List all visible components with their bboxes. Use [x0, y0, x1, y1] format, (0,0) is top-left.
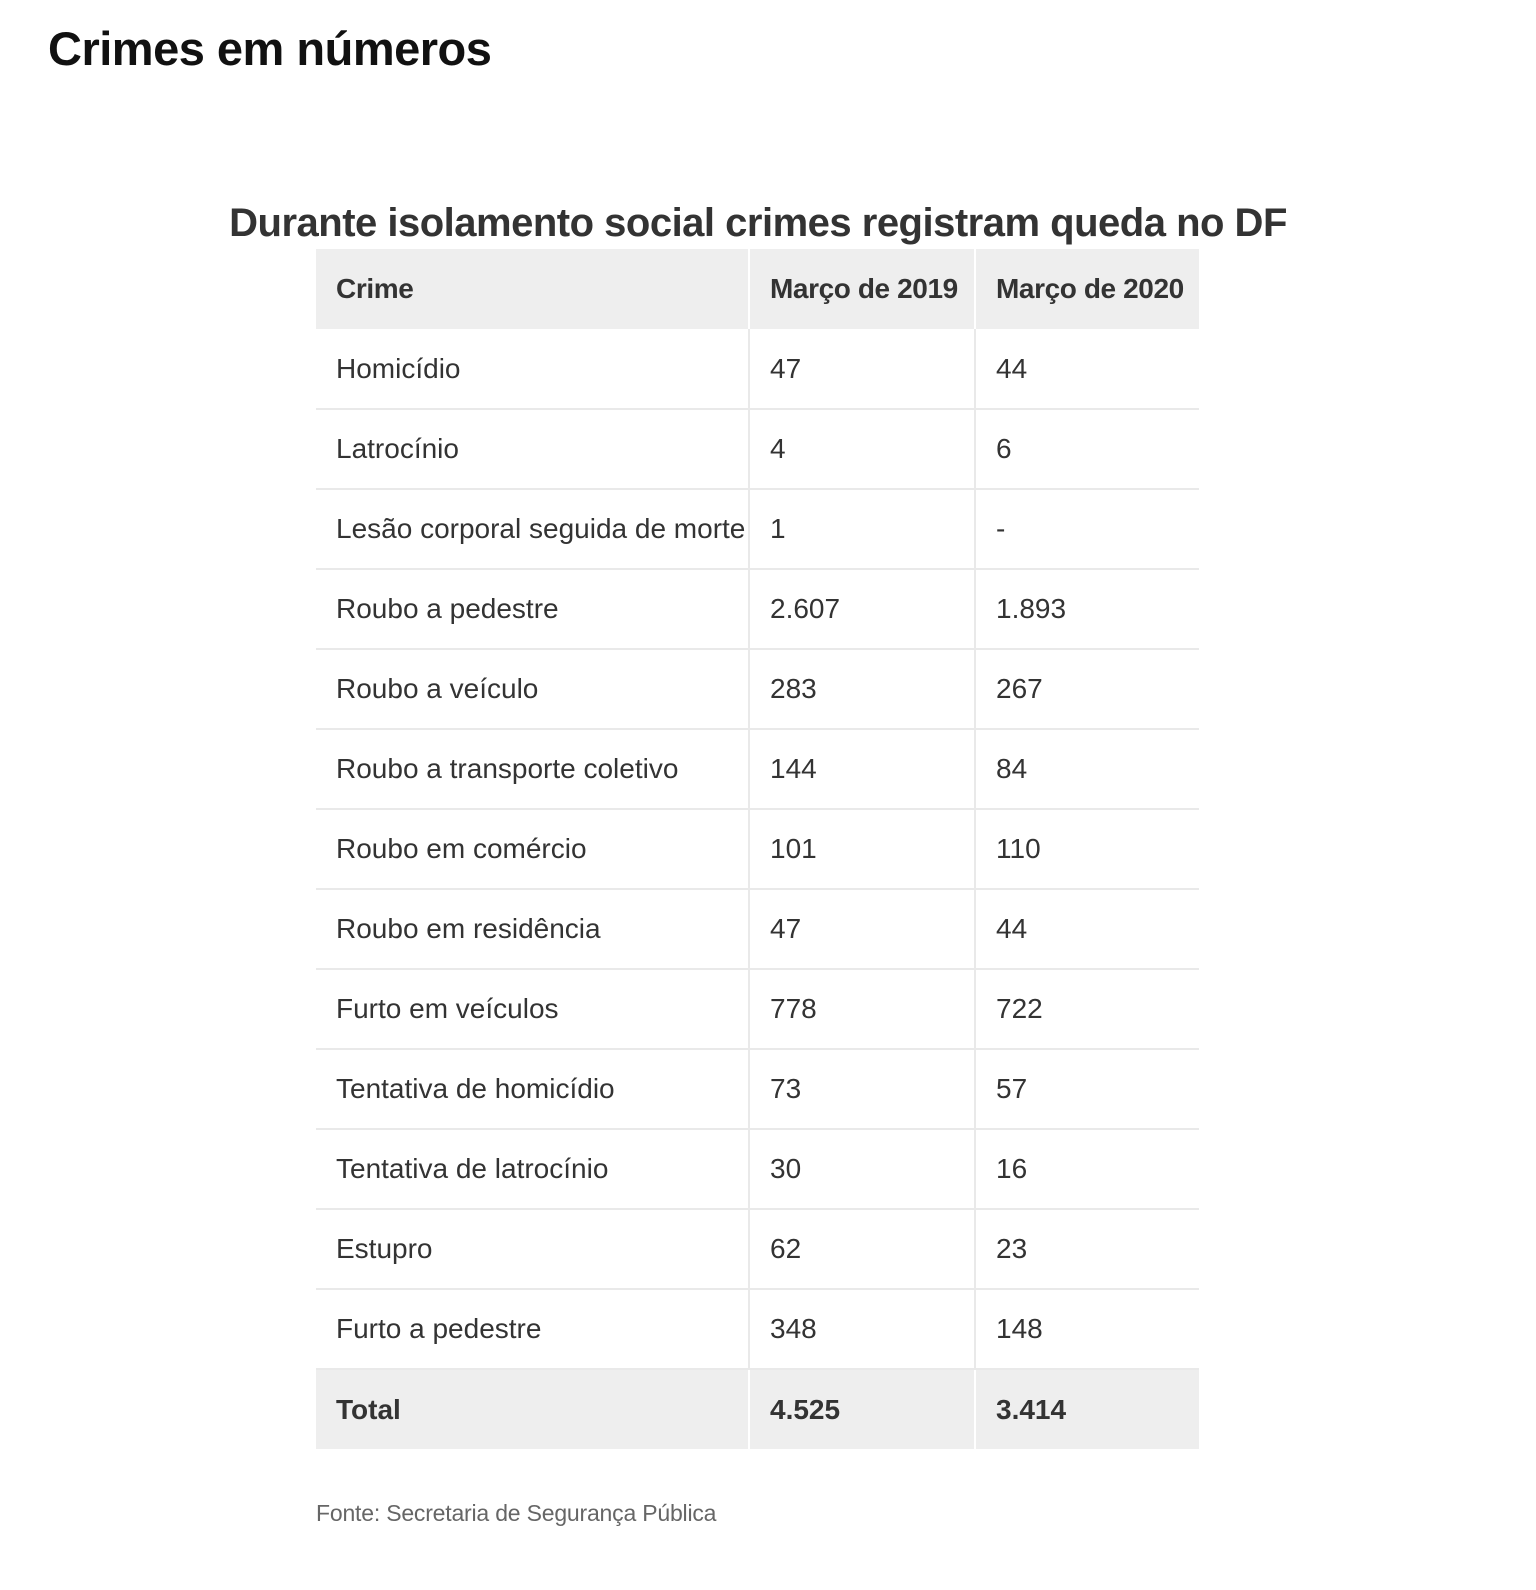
value-2020-cell: 722 [975, 969, 1199, 1049]
value-2019-cell: 47 [749, 889, 975, 969]
value-2019-cell: 73 [749, 1049, 975, 1129]
crime-cell: Roubo em comércio [316, 809, 749, 889]
crime-cell: Homicídio [316, 329, 749, 409]
table-row [316, 1129, 1199, 1209]
column-header-march-2020: Março de 2020 [975, 249, 1199, 329]
value-2020-cell: 44 [975, 329, 1199, 409]
value-2020-cell: 44 [975, 889, 1199, 969]
table-row [316, 1049, 1199, 1129]
crimes-table [316, 249, 1199, 1449]
crime-cell: Roubo em residência [316, 889, 749, 969]
crime-cell: Latrocínio [316, 409, 749, 489]
table-row [316, 569, 1199, 649]
total-2019: 4.525 [749, 1369, 975, 1449]
value-2019-cell: 144 [749, 729, 975, 809]
crime-cell: Tentativa de homicídio [316, 1049, 749, 1129]
table-row [316, 1289, 1199, 1369]
value-2019-cell: 101 [749, 809, 975, 889]
page-title: Crimes em números [48, 22, 492, 75]
value-2020-cell: 16 [975, 1129, 1199, 1209]
crime-cell: Roubo a transporte coletivo [316, 729, 749, 809]
value-2020-cell: 57 [975, 1049, 1199, 1129]
value-2020-cell: 267 [975, 649, 1199, 729]
value-2019-cell: 283 [749, 649, 975, 729]
value-2020-cell: 84 [975, 729, 1199, 809]
value-2019-cell: 62 [749, 1209, 975, 1289]
value-2019-cell: 30 [749, 1129, 975, 1209]
table-row [316, 889, 1199, 969]
column-header-march-2019: Março de 2019 [749, 249, 975, 329]
table-row [316, 969, 1199, 1049]
total-label: Total [316, 1369, 749, 1449]
source-note: Fonte: Secretaria de Segurança Pública [316, 1500, 717, 1526]
crime-cell: Roubo a pedestre [316, 569, 749, 649]
crime-cell: Roubo a veículo [316, 649, 749, 729]
table-title: Durante isolamento social crimes registram queda no DF [229, 201, 1287, 245]
table-row [316, 649, 1199, 729]
value-2020-cell: 148 [975, 1289, 1199, 1369]
column-header-crime: Crime [316, 249, 749, 329]
value-2019-cell: 348 [749, 1289, 975, 1369]
crime-cell: Estupro [316, 1209, 749, 1289]
crime-cell: Lesão corporal seguida de morte [316, 489, 749, 569]
crime-cell: Furto a pedestre [316, 1289, 749, 1369]
table-header-row [316, 249, 1199, 329]
value-2019-cell: 2.607 [749, 569, 975, 649]
crime-cell: Tentativa de latrocínio [316, 1129, 749, 1209]
value-2020-cell: 6 [975, 409, 1199, 489]
value-2019-cell: 1 [749, 489, 975, 569]
total-row [316, 1369, 1199, 1449]
table-row [316, 809, 1199, 889]
table-row [316, 1209, 1199, 1289]
table-row [316, 329, 1199, 409]
value-2020-cell: 110 [975, 809, 1199, 889]
value-2019-cell: 47 [749, 329, 975, 409]
table-row [316, 489, 1199, 569]
crime-cell: Furto em veículos [316, 969, 749, 1049]
value-2020-cell: - [975, 489, 1199, 569]
total-2020: 3.414 [975, 1369, 1199, 1449]
value-2019-cell: 778 [749, 969, 975, 1049]
table-row [316, 729, 1199, 809]
value-2020-cell: 1.893 [975, 569, 1199, 649]
value-2019-cell: 4 [749, 409, 975, 489]
value-2020-cell: 23 [975, 1209, 1199, 1289]
table-row [316, 409, 1199, 489]
